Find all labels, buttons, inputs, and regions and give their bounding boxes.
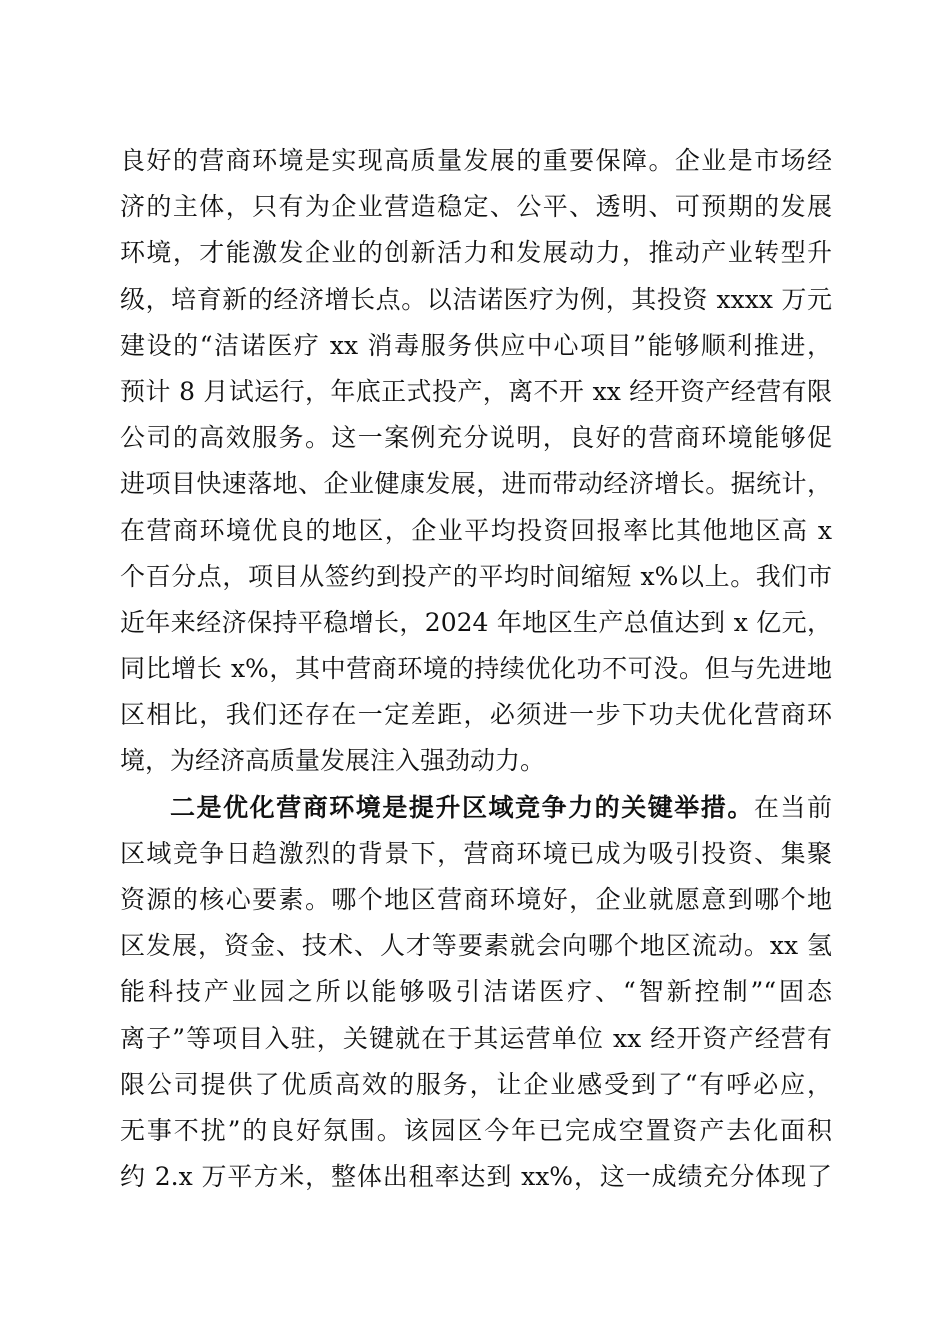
paragraph-heading: 二是优化营商环境是提升区域竞争力的关键举措。 bbox=[170, 792, 754, 822]
paragraph-line: 预计 8 月试运行，年底正式投产，离不开 xx 经开资产经营有限 bbox=[120, 376, 832, 406]
paragraph-line: 级，培育新的经济增长点。以洁诺医疗为例，其投资 xxxx 万元 bbox=[120, 284, 832, 314]
paragraph-line: 建设的“洁诺医疗 xx 消毒服务供应中心项目”能够顺利推进， bbox=[120, 330, 832, 360]
paragraph-2 bbox=[120, 785, 832, 1201]
paragraph-line: 区相比，我们还存在一定差距，必须进一步下功夫优化营商环 bbox=[120, 700, 832, 730]
paragraph-line: 区发展，资金、技术、人才等要素就会向哪个地区流动。xx 氢 bbox=[120, 931, 832, 961]
paragraph-line: 个百分点，项目从签约到投产的平均时间缩短 x%以上。我们市 bbox=[120, 561, 832, 591]
paragraph-line: 离子”等项目入驻，关键就在于其运营单位 xx 经开资产经营有 bbox=[120, 1023, 832, 1053]
paragraph-line: 资源的核心要素。哪个地区营商环境好，企业就愿意到哪个地 bbox=[120, 885, 832, 914]
paragraph-line: 良好的营商环境是实现高质量发展的重要保障。企业是市场经 bbox=[120, 146, 832, 175]
paragraph-line: 进项目快速落地、企业健康发展，进而带动经济增长。据统计， bbox=[120, 469, 832, 499]
paragraph-line: 区域竞争日趋激烈的背景下，营商环境已成为吸引投资、集聚 bbox=[120, 838, 832, 868]
paragraph-line: 约 2.x 万平方米，整体出租率达到 xx%，这一成绩充分体现了 bbox=[120, 1162, 832, 1192]
paragraph-line: 公司的高效服务。这一案例充分说明，良好的营商环境能够促 bbox=[120, 423, 832, 453]
paragraph-line: 无事不扰”的良好氛围。该园区今年已完成空置资产去化面积 bbox=[120, 1115, 832, 1145]
paragraph-line: 济的主体，只有为企业营造稳定、公平、透明、可预期的发展 bbox=[120, 192, 832, 222]
paragraph-line: 限公司提供了优质高效的服务，让企业感受到了“有呼必应， bbox=[120, 1069, 832, 1099]
document-body bbox=[120, 138, 832, 1200]
paragraph-line: 在营商环境优良的地区，企业平均投资回报率比其他地区高 x bbox=[120, 515, 832, 545]
paragraph-line: 近年来经济保持平稳增长，2024 年地区生产总值达到 x 亿元， bbox=[120, 607, 832, 637]
paragraph-1 bbox=[120, 138, 832, 785]
paragraph-text: 在当前 bbox=[753, 792, 832, 822]
paragraph-line: 能科技产业园之所以能够吸引洁诺医疗、“智新控制”“固态 bbox=[120, 977, 832, 1007]
paragraph-line: 境，为经济高质量发展注入强劲动力。 bbox=[120, 746, 546, 776]
paragraph-line: 环境，才能激发企业的创新活力和发展动力，推动产业转型升 bbox=[120, 238, 832, 268]
paragraph-line: 同比增长 x%，其中营商环境的持续优化功不可没。但与先进地 bbox=[120, 654, 832, 684]
paragraph-first-line bbox=[120, 785, 832, 831]
